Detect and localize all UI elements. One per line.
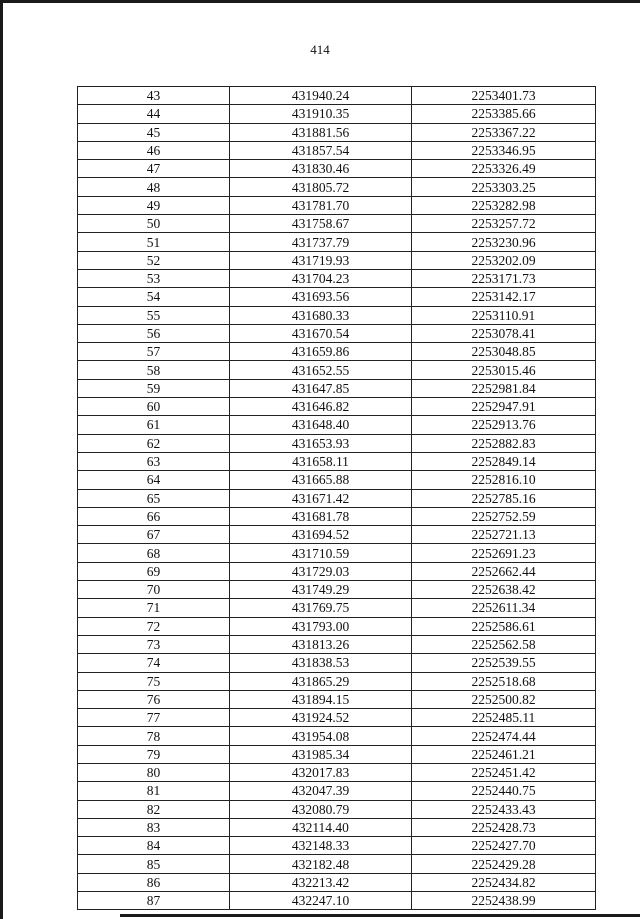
table-row (78, 141, 596, 159)
point-number-cell: 63 (78, 452, 230, 470)
y-coordinate-cell: 2252752.59 (412, 507, 596, 525)
y-coordinate-cell: 2253257.72 (412, 215, 596, 233)
point-number-cell: 73 (78, 635, 230, 653)
x-coordinate-cell: 431894.15 (230, 690, 412, 708)
x-coordinate-cell: 431737.79 (230, 233, 412, 251)
y-coordinate-cell: 2252461.21 (412, 745, 596, 763)
point-number-cell: 79 (78, 745, 230, 763)
y-coordinate-cell: 2252586.61 (412, 617, 596, 635)
y-coordinate-cell: 2252427.70 (412, 837, 596, 855)
x-coordinate-cell: 432017.83 (230, 763, 412, 781)
table-row (78, 306, 596, 324)
y-coordinate-cell: 2252638.42 (412, 581, 596, 599)
table-row (78, 892, 596, 910)
x-coordinate-cell: 431813.26 (230, 635, 412, 653)
table-row (78, 617, 596, 635)
point-number-cell: 70 (78, 581, 230, 599)
table-row (78, 324, 596, 342)
point-number-cell: 49 (78, 196, 230, 214)
x-coordinate-cell: 431652.55 (230, 361, 412, 379)
y-coordinate-cell: 2253078.41 (412, 324, 596, 342)
table-row (78, 379, 596, 397)
table-row (78, 635, 596, 653)
point-number-cell: 45 (78, 123, 230, 141)
table-row (78, 837, 596, 855)
x-coordinate-cell: 431646.82 (230, 398, 412, 416)
point-number-cell: 64 (78, 471, 230, 489)
table-row (78, 233, 596, 251)
x-coordinate-cell: 431647.85 (230, 379, 412, 397)
y-coordinate-cell: 2252434.82 (412, 873, 596, 891)
y-coordinate-cell: 2252981.84 (412, 379, 596, 397)
x-coordinate-cell: 431758.67 (230, 215, 412, 233)
x-coordinate-cell: 431830.46 (230, 160, 412, 178)
y-coordinate-cell: 2252518.68 (412, 672, 596, 690)
point-number-cell: 77 (78, 709, 230, 727)
table-row (78, 343, 596, 361)
x-coordinate-cell: 431670.54 (230, 324, 412, 342)
table-row (78, 178, 596, 196)
x-coordinate-cell: 431704.23 (230, 269, 412, 287)
y-coordinate-cell: 2253171.73 (412, 269, 596, 287)
table-row (78, 745, 596, 763)
table-row (78, 709, 596, 727)
table-row (78, 727, 596, 745)
table-row (78, 471, 596, 489)
point-number-cell: 51 (78, 233, 230, 251)
y-coordinate-cell: 2252539.55 (412, 654, 596, 672)
y-coordinate-cell: 2253326.49 (412, 160, 596, 178)
y-coordinate-cell: 2252691.23 (412, 544, 596, 562)
y-coordinate-cell: 2253015.46 (412, 361, 596, 379)
point-number-cell: 71 (78, 599, 230, 617)
x-coordinate-cell: 431985.34 (230, 745, 412, 763)
table-row (78, 489, 596, 507)
point-number-cell: 55 (78, 306, 230, 324)
y-coordinate-cell: 2252428.73 (412, 818, 596, 836)
x-coordinate-cell: 431940.24 (230, 87, 412, 105)
scan-border-bottom (120, 914, 640, 917)
point-number-cell: 60 (78, 398, 230, 416)
point-number-cell: 43 (78, 87, 230, 105)
point-number-cell: 56 (78, 324, 230, 342)
table-row (78, 855, 596, 873)
point-number-cell: 50 (78, 215, 230, 233)
table-row (78, 251, 596, 269)
table-row (78, 160, 596, 178)
y-coordinate-cell: 2253110.91 (412, 306, 596, 324)
x-coordinate-cell: 431793.00 (230, 617, 412, 635)
x-coordinate-cell: 432213.42 (230, 873, 412, 891)
point-number-cell: 46 (78, 141, 230, 159)
coordinates-table (77, 86, 596, 910)
table-row (78, 690, 596, 708)
y-coordinate-cell: 2253230.96 (412, 233, 596, 251)
x-coordinate-cell: 432148.33 (230, 837, 412, 855)
table-row (78, 87, 596, 105)
table-row (78, 782, 596, 800)
y-coordinate-cell: 2253346.95 (412, 141, 596, 159)
x-coordinate-cell: 431881.56 (230, 123, 412, 141)
table-row (78, 544, 596, 562)
point-number-cell: 75 (78, 672, 230, 690)
point-number-cell: 57 (78, 343, 230, 361)
table-row (78, 269, 596, 287)
x-coordinate-cell: 431658.11 (230, 452, 412, 470)
scan-border-top (0, 0, 640, 3)
point-number-cell: 59 (78, 379, 230, 397)
table-row (78, 288, 596, 306)
y-coordinate-cell: 2252474.44 (412, 727, 596, 745)
x-coordinate-cell: 431694.52 (230, 526, 412, 544)
x-coordinate-cell: 431710.59 (230, 544, 412, 562)
table-row (78, 581, 596, 599)
y-coordinate-cell: 2252562.58 (412, 635, 596, 653)
x-coordinate-cell: 431954.08 (230, 727, 412, 745)
x-coordinate-cell: 431653.93 (230, 434, 412, 452)
point-number-cell: 85 (78, 855, 230, 873)
y-coordinate-cell: 2252451.42 (412, 763, 596, 781)
point-number-cell: 61 (78, 416, 230, 434)
point-number-cell: 74 (78, 654, 230, 672)
y-coordinate-cell: 2253282.98 (412, 196, 596, 214)
table-row (78, 654, 596, 672)
table-row (78, 105, 596, 123)
table-row (78, 800, 596, 818)
y-coordinate-cell: 2253048.85 (412, 343, 596, 361)
point-number-cell: 47 (78, 160, 230, 178)
x-coordinate-cell: 431693.56 (230, 288, 412, 306)
scan-border-left (0, 0, 3, 919)
point-number-cell: 81 (78, 782, 230, 800)
table-row (78, 361, 596, 379)
point-number-cell: 80 (78, 763, 230, 781)
point-number-cell: 87 (78, 892, 230, 910)
x-coordinate-cell: 431749.29 (230, 581, 412, 599)
point-number-cell: 58 (78, 361, 230, 379)
y-coordinate-cell: 2252849.14 (412, 452, 596, 470)
x-coordinate-cell: 431924.52 (230, 709, 412, 727)
x-coordinate-cell: 431680.33 (230, 306, 412, 324)
point-number-cell: 83 (78, 818, 230, 836)
point-number-cell: 86 (78, 873, 230, 891)
point-number-cell: 76 (78, 690, 230, 708)
y-coordinate-cell: 2253385.66 (412, 105, 596, 123)
x-coordinate-cell: 432047.39 (230, 782, 412, 800)
y-coordinate-cell: 2252662.44 (412, 562, 596, 580)
table-row (78, 562, 596, 580)
y-coordinate-cell: 2252500.82 (412, 690, 596, 708)
x-coordinate-cell: 431838.53 (230, 654, 412, 672)
point-number-cell: 52 (78, 251, 230, 269)
point-number-cell: 78 (78, 727, 230, 745)
x-coordinate-cell: 431857.54 (230, 141, 412, 159)
y-coordinate-cell: 2252816.10 (412, 471, 596, 489)
table-row (78, 672, 596, 690)
x-coordinate-cell: 431665.88 (230, 471, 412, 489)
y-coordinate-cell: 2252433.43 (412, 800, 596, 818)
point-number-cell: 62 (78, 434, 230, 452)
point-number-cell: 72 (78, 617, 230, 635)
point-number-cell: 67 (78, 526, 230, 544)
x-coordinate-cell: 431805.72 (230, 178, 412, 196)
x-coordinate-cell: 431769.75 (230, 599, 412, 617)
x-coordinate-cell: 432182.48 (230, 855, 412, 873)
point-number-cell: 82 (78, 800, 230, 818)
table-row (78, 818, 596, 836)
page-number: 414 (310, 42, 330, 57)
y-coordinate-cell: 2252882.83 (412, 434, 596, 452)
point-number-cell: 53 (78, 269, 230, 287)
y-coordinate-cell: 2252438.99 (412, 892, 596, 910)
point-number-cell: 44 (78, 105, 230, 123)
x-coordinate-cell: 431910.35 (230, 105, 412, 123)
x-coordinate-cell: 432114.40 (230, 818, 412, 836)
y-coordinate-cell: 2253401.73 (412, 87, 596, 105)
x-coordinate-cell: 431681.78 (230, 507, 412, 525)
y-coordinate-cell: 2252611.34 (412, 599, 596, 617)
point-number-cell: 48 (78, 178, 230, 196)
y-coordinate-cell: 2252721.13 (412, 526, 596, 544)
table-row (78, 452, 596, 470)
y-coordinate-cell: 2253303.25 (412, 178, 596, 196)
table-row (78, 763, 596, 781)
table-row (78, 507, 596, 525)
x-coordinate-cell: 431719.93 (230, 251, 412, 269)
y-coordinate-cell: 2252785.16 (412, 489, 596, 507)
point-number-cell: 65 (78, 489, 230, 507)
table-row (78, 196, 596, 214)
coordinates-table-body (78, 87, 596, 910)
y-coordinate-cell: 2252947.91 (412, 398, 596, 416)
x-coordinate-cell: 431781.70 (230, 196, 412, 214)
table-row (78, 599, 596, 617)
table-row (78, 398, 596, 416)
point-number-cell: 66 (78, 507, 230, 525)
point-number-cell: 68 (78, 544, 230, 562)
table-row (78, 123, 596, 141)
table-row (78, 416, 596, 434)
table-row (78, 434, 596, 452)
table-row (78, 526, 596, 544)
x-coordinate-cell: 431671.42 (230, 489, 412, 507)
x-coordinate-cell: 432247.10 (230, 892, 412, 910)
x-coordinate-cell: 431648.40 (230, 416, 412, 434)
point-number-cell: 69 (78, 562, 230, 580)
y-coordinate-cell: 2252485.11 (412, 709, 596, 727)
x-coordinate-cell: 431729.03 (230, 562, 412, 580)
x-coordinate-cell: 431659.86 (230, 343, 412, 361)
y-coordinate-cell: 2252440.75 (412, 782, 596, 800)
table-row (78, 873, 596, 891)
y-coordinate-cell: 2252429.28 (412, 855, 596, 873)
y-coordinate-cell: 2252913.76 (412, 416, 596, 434)
y-coordinate-cell: 2253142.17 (412, 288, 596, 306)
x-coordinate-cell: 431865.29 (230, 672, 412, 690)
table-row (78, 215, 596, 233)
point-number-cell: 54 (78, 288, 230, 306)
y-coordinate-cell: 2253367.22 (412, 123, 596, 141)
point-number-cell: 84 (78, 837, 230, 855)
x-coordinate-cell: 432080.79 (230, 800, 412, 818)
y-coordinate-cell: 2253202.09 (412, 251, 596, 269)
